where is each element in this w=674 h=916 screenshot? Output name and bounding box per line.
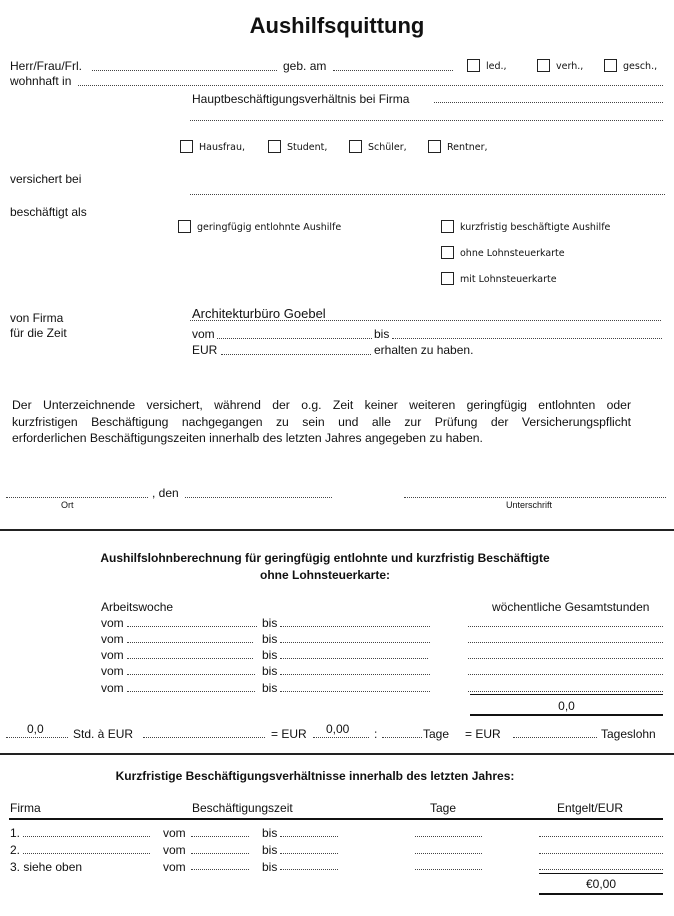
main-employment-field[interactable] — [434, 102, 663, 103]
declaration-line-1: Der Unterzeichnende versichert, während der o.g. Zeit keiner weiteren geringfügig entlohnten oder — [12, 398, 631, 412]
pay-sum-line — [539, 873, 663, 874]
short-term-row-2-pay-field[interactable] — [539, 853, 663, 854]
checkbox-hausfrau[interactable] — [180, 140, 193, 153]
checkbox-student-label: Student, — [287, 142, 328, 153]
main-employment-field-2[interactable] — [190, 120, 663, 121]
week-row-3-from-label: vom — [101, 648, 124, 662]
checkbox-schueler-label: Schüler, — [368, 142, 407, 153]
short-term-row-3-to-label: bis — [262, 860, 278, 874]
short-term-row-2-days-field[interactable] — [415, 853, 482, 854]
week-row-3-from-field[interactable] — [127, 658, 253, 659]
short-term-row-2-from-field[interactable] — [191, 853, 249, 854]
short-term-row-1-from-field[interactable] — [191, 836, 249, 837]
date-field[interactable] — [185, 497, 332, 498]
checkbox-kurzfristig-label: kurzfristig beschäftigte Aushilfe — [460, 222, 611, 233]
week-row-1-to-label: bis — [262, 616, 278, 630]
formula-hours-field[interactable] — [6, 737, 68, 738]
total-hours-value: 0,0 — [558, 699, 575, 713]
checkbox-mit-lohnsteuerkarte-label: mit Lohnsteuerkarte — [460, 274, 557, 285]
week-row-3-to-label: bis — [262, 648, 278, 662]
declaration-line-3: erforderlichen Beschäftigungszeiten innerhalb des letzten Jahres angegeben zu haben. — [12, 431, 483, 445]
section-divider-2 — [0, 753, 674, 755]
short-term-row-3-to-field[interactable] — [280, 869, 338, 870]
received-label: erhalten zu haben. — [374, 343, 474, 357]
formula-hours-label: Std. à EUR — [73, 727, 134, 741]
hours-total-double-line — [470, 714, 663, 716]
period-from-label: vom — [192, 327, 215, 341]
page-title: Aushilfsquittung — [249, 13, 425, 38]
checkbox-rentner[interactable] — [428, 140, 441, 153]
week-row-2-to-field[interactable] — [280, 642, 430, 643]
company-name-value[interactable]: Architekturbüro Goebel — [192, 306, 326, 321]
declaration-text — [12, 397, 631, 447]
short-term-row-2-to-label: bis — [262, 843, 278, 857]
formula-equals-eur-2: = EUR — [465, 727, 501, 741]
short-term-row-2-company-field[interactable] — [23, 853, 150, 854]
column-header-entgelt: Entgelt/EUR — [557, 801, 624, 815]
main-employment-label: Hauptbeschäftigungsverhältnis bei Firma — [192, 92, 410, 106]
formula-divide-sign: : — [374, 727, 378, 741]
week-row-2-to-label: bis — [262, 632, 278, 646]
formula-amount-field[interactable] — [313, 737, 369, 738]
calculation-heading-line-2: ohne Lohnsteuerkarte: — [259, 568, 391, 582]
residence-field[interactable] — [78, 85, 663, 86]
eur-amount-field[interactable] — [221, 354, 371, 355]
week-row-1-from-field[interactable] — [127, 626, 257, 627]
date-prefix-label: , den — [152, 486, 179, 500]
formula-daily-wage-label: Tageslohn — [601, 727, 656, 741]
short-term-row-3-from-field[interactable] — [191, 869, 249, 870]
checkbox-mit-lohnsteuerkarte[interactable] — [441, 272, 454, 285]
declaration-line-2: kurzfristigen Beschäftigung nachgegangen zu sein und alle zur Prüfung der Versicherungspflicht — [12, 414, 631, 429]
checkbox-geschieden-label: gesch., — [623, 61, 658, 72]
week-row-2-hours-field[interactable] — [468, 642, 663, 643]
company-name-field — [190, 320, 661, 321]
hours-sum-line — [470, 694, 663, 695]
checkbox-hausfrau-label: Hausfrau, — [199, 142, 246, 153]
formula-hours-value: 0,0 — [27, 722, 44, 736]
checkbox-ledig[interactable] — [467, 59, 480, 72]
week-row-5-to-field[interactable] — [280, 691, 430, 692]
week-row-5-to-label: bis — [262, 681, 278, 695]
calculation-heading-line-1: Aushilfslohnberechnung für geringfügig entlohnte und kurzfristig Beschäftigte — [100, 551, 550, 565]
checkbox-verheiratet[interactable] — [537, 59, 550, 72]
week-row-1-hours-field[interactable] — [468, 626, 663, 627]
short-term-row-1-from-label: vom — [163, 826, 186, 840]
checkbox-ohne-lohnsteuerkarte[interactable] — [441, 246, 454, 259]
week-row-5-hours-field[interactable] — [468, 691, 663, 692]
week-row-5-from-label: vom — [101, 681, 124, 695]
name-label: Herr/Frau/Frl. — [10, 59, 82, 73]
checkbox-ledig-label: led., — [486, 61, 507, 72]
week-row-4-to-label: bis — [262, 664, 278, 678]
week-row-4-from-label: vom — [101, 664, 124, 678]
signature-caption: Unterschrift — [506, 500, 553, 510]
column-header-tage: Tage — [430, 801, 457, 815]
employed-as-label: beschäftigt als — [10, 205, 87, 219]
birth-label: geb. am — [283, 59, 327, 73]
period-to-field[interactable] — [392, 338, 662, 339]
short-term-row-3-from-label: vom — [163, 860, 186, 874]
name-field[interactable] — [92, 70, 277, 71]
formula-daily-wage-field[interactable] — [513, 737, 597, 738]
checkbox-student[interactable] — [268, 140, 281, 153]
short-term-heading: Kurzfristige Beschäftigungsverhältnisse innerhalb des letzten Jahres: — [115, 769, 515, 783]
week-row-3-to-field[interactable] — [280, 658, 428, 659]
pay-total-value: €0,00 — [585, 877, 617, 891]
formula-days-label: Tage — [423, 727, 450, 741]
week-row-1-to-field[interactable] — [280, 626, 430, 627]
residence-label: wohnhaft in — [10, 74, 72, 88]
formula-days-field[interactable] — [382, 737, 422, 738]
short-term-row-3-company-label: 3. siehe oben — [10, 860, 83, 874]
week-row-4-to-field[interactable] — [280, 674, 430, 675]
short-term-row-2-company-label: 2. — [10, 843, 21, 857]
period-from-field[interactable] — [217, 338, 372, 339]
checkbox-verheiratet-label: verh., — [556, 61, 584, 72]
short-term-row-1-to-label: bis — [262, 826, 278, 840]
week-row-4-from-field[interactable] — [127, 674, 255, 675]
week-header: Arbeitswoche — [101, 600, 174, 614]
week-row-2-from-label: vom — [101, 632, 124, 646]
formula-amount-value: 0,00 — [326, 722, 350, 736]
short-term-row-1-to-field[interactable] — [280, 836, 338, 837]
section-divider-1 — [0, 529, 674, 531]
short-term-row-1-company-label: 1. — [10, 826, 21, 840]
week-row-4-hours-field[interactable] — [468, 674, 663, 675]
short-term-row-1-pay-field[interactable] — [539, 836, 663, 837]
week-row-5-from-field[interactable] — [127, 691, 255, 692]
insured-field[interactable] — [190, 194, 665, 195]
from-company-label: von Firma — [10, 311, 64, 325]
insured-label: versichert bei — [10, 172, 82, 186]
formula-equals-eur-1: = EUR — [271, 727, 307, 741]
period-label: für die Zeit — [10, 326, 67, 340]
period-to-label: bis — [374, 327, 390, 341]
short-term-row-1-days-field[interactable] — [415, 836, 482, 837]
checkbox-kurzfristig[interactable] — [441, 220, 454, 233]
hours-header: wöchentliche Gesamtstunden — [492, 600, 650, 614]
eur-label: EUR — [192, 343, 218, 357]
place-caption: Ort — [61, 500, 74, 510]
formula-rate-field[interactable] — [143, 737, 265, 738]
column-header-firma: Firma — [10, 801, 41, 815]
short-term-row-2-from-label: vom — [163, 843, 186, 857]
place-field[interactable] — [6, 497, 148, 498]
column-header-beschaeftigungszeit: Beschäftigungszeit — [192, 801, 293, 815]
checkbox-rentner-label: Rentner, — [447, 142, 488, 153]
week-row-3-hours-field[interactable] — [468, 658, 663, 659]
birth-date-field[interactable] — [333, 70, 453, 71]
checkbox-geschieden[interactable] — [604, 59, 617, 72]
short-term-row-3-pay-field[interactable] — [539, 869, 663, 870]
short-term-row-1-company-field[interactable] — [23, 836, 150, 837]
short-term-row-2-to-field[interactable] — [280, 853, 338, 854]
checkbox-ohne-lohnsteuerkarte-label: ohne Lohnsteuerkarte — [460, 248, 565, 259]
short-term-row-3-days-field[interactable] — [415, 869, 482, 870]
table-header-line — [9, 818, 663, 820]
checkbox-geringfuegig[interactable] — [178, 220, 191, 233]
week-row-2-from-field[interactable] — [127, 642, 253, 643]
checkbox-schueler[interactable] — [349, 140, 362, 153]
checkbox-geringfuegig-label: geringfügig entlohnte Aushilfe — [197, 222, 342, 233]
pay-total-double-line — [539, 893, 663, 895]
week-row-1-from-label: vom — [101, 616, 124, 630]
signature-field[interactable] — [404, 497, 666, 498]
